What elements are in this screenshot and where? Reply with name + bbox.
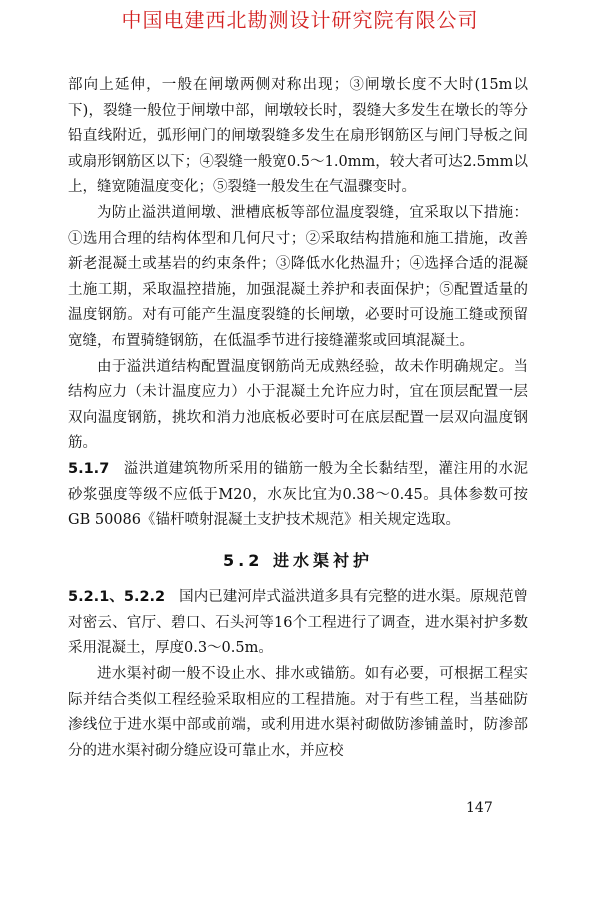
clause-number: 5.2.1、5.2.2 xyxy=(68,589,166,606)
paragraph-temperature-rebar: 由于溢洪道结构配置温度钢筋尚无成熟经验，故未作明确规定。当结构应力（未计温度应力）小于混凝土允许应力时，宜在顶层配置一层双向温度钢筋，挑坎和消力池底板必要时可在底层配置一层双向温度钢筋。 xyxy=(68,358,528,452)
section-heading: 5.2 进水渠衬护 xyxy=(223,550,373,570)
paragraph-continued: 部向上延伸，一般在闸墩两侧对称出现；③闸墩长度不大时(15m以下)，裂缝一般位于闸墩中部，闸墩较长时，裂缝大多发生在墩长的等分铅直线附近，弧形闸门的闸墩裂缝多发生在扇形钢筋区与闸门导板之间或扇形钢筋区以下；④裂缝一般宽0.5～1.0mm，较大者可达2.5mm以上，缝宽随温度变化；⑤裂缝一般发生在气温骤变时。 xyxy=(68,77,528,196)
paragraph-lining-joints: 进水渠衬砌一般不设止水、排水或锚筋。如有必要，可根据工程实际并结合类似工程经验采取相应的工程措施。对于有些工程，当基础防渗线位于进水渠中部或前端，或利用进水渠衬砌做防渗铺盖时，防渗部分的进水渠衬砌分缝应设可靠止水，并应校 xyxy=(68,666,528,759)
clause-text: 溢洪道建筑物所采用的锚筋一般为全长黏结型，灌注用的水泥砂浆强度等级不应低于M20，水灰比宜为0.38～0.45。具体参数可按GB 50086《锚杆喷射混凝土支护技术规范》相关规定选取。 xyxy=(68,460,528,529)
clause-5-2-1 xyxy=(68,585,528,662)
clause-number: 5.1.7 xyxy=(68,460,110,477)
clause-5-1-7 xyxy=(68,457,528,534)
paragraph-temperature-crack-measures: 为防止溢洪道闸墩、泄槽底板等部位温度裂缝，宜采取以下措施：①选用合理的结构体型和几何尺寸；②采取结构措施和施工措施，改善新老混凝土或基岩的约束条件；③降低水化热温升；④选择合适的混凝土施工期，采取温控措施，加强混凝土养护和表面保护；⑤配置适量的温度钢筋。对有可能产生温度裂缝的长闸墩，必要时可设施工缝或预留宽缝，布置骑缝钢筋，在低温季节进行接缝灌浆或回填混凝土。 xyxy=(68,204,528,349)
document-body xyxy=(68,73,528,764)
publisher-header: 中国电建西北勘测设计研究院有限公司 xyxy=(121,8,479,32)
clause-text: 国内已建河岸式溢洪道多具有完整的进水渠。原规范曾对密云、官厅、碧口、石头河等16个工程进行了调查，进水渠衬护多数采用混凝土，厚度0.3～0.5m。 xyxy=(68,589,528,657)
page-number: 147 xyxy=(466,800,493,816)
